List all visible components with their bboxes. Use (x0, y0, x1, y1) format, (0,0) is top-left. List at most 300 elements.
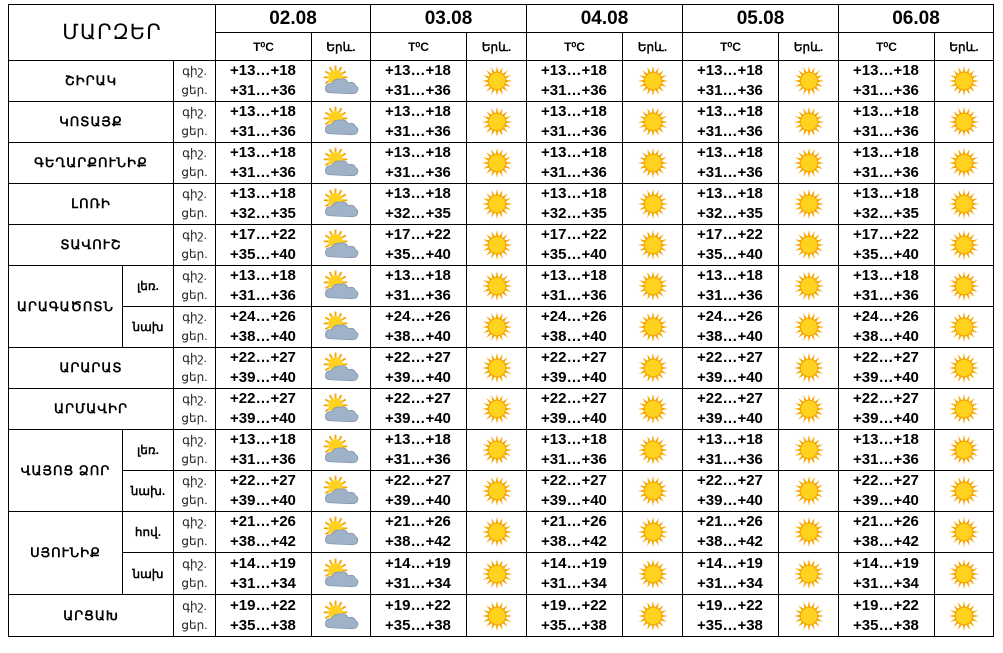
table-row (9, 102, 994, 143)
night-label: գիշ. (182, 64, 207, 78)
night-temp: +22…+27 (385, 390, 451, 407)
sun-icon (935, 65, 993, 97)
temperature-cell (371, 61, 467, 102)
region-name: ԱՐԱՐԱՏ (9, 348, 174, 389)
night-label: գիշ. (182, 433, 207, 447)
night-temp: +13…+18 (230, 103, 296, 120)
day-night-labels (174, 61, 216, 102)
sun-icon (779, 475, 838, 507)
temperature-cell (527, 61, 623, 102)
weather-cell (779, 102, 839, 143)
night-temp: +13…+18 (541, 185, 607, 202)
temperature-cell (683, 389, 779, 430)
temperature-cell (371, 307, 467, 348)
temperature-cell (527, 225, 623, 266)
night-temp: +22…+27 (541, 349, 607, 366)
weather-cell (935, 553, 994, 595)
weather-cell (312, 102, 371, 143)
sun-icon (779, 270, 838, 302)
night-temp: +24…+26 (853, 308, 919, 325)
subregion-name: նախ (123, 553, 174, 595)
sun-icon (623, 65, 682, 97)
sun-icon (935, 106, 993, 138)
temperature-cell (683, 102, 779, 143)
weather-cell (312, 389, 371, 430)
temperature-cell (839, 61, 935, 102)
date-header: 06.08 (839, 5, 994, 33)
night-temp: +22…+27 (230, 472, 296, 489)
temperature-cell (683, 225, 779, 266)
temperature-cell (527, 184, 623, 225)
weather-cell (312, 61, 371, 102)
temp-column-header: T⁰C (839, 33, 935, 61)
weather-cell (467, 266, 527, 307)
day-label: ցեր. (181, 617, 208, 632)
weather-cell (779, 389, 839, 430)
sun-icon (935, 434, 993, 466)
partly-cloudy-icon (312, 65, 370, 97)
weather-cell (779, 512, 839, 553)
night-temp: +19…+22 (385, 596, 451, 614)
night-temp: +13…+18 (697, 62, 763, 79)
table-row (9, 348, 994, 389)
temperature-cell (839, 266, 935, 307)
sun-icon (779, 106, 838, 138)
day-night-labels (174, 389, 216, 430)
temperature-cell (839, 595, 935, 637)
day-temp: +38…+42 (230, 533, 296, 550)
day-night-labels (174, 553, 216, 595)
sun-icon (935, 188, 993, 220)
night-temp: +13…+18 (230, 144, 296, 161)
day-night-labels (174, 595, 216, 637)
day-label: ցեր. (181, 206, 208, 220)
night-temp: +22…+27 (230, 390, 296, 407)
region-name: ԿՈՏԱՅՔ (9, 102, 174, 143)
weather-cell (623, 61, 683, 102)
sun-icon (623, 270, 682, 302)
night-temp: +13…+18 (541, 62, 607, 79)
day-temp: +35…+40 (385, 246, 451, 263)
region-name: ՏԱՎՈՒՇ (9, 225, 174, 266)
temperature-cell (371, 389, 467, 430)
night-temp: +13…+18 (385, 62, 451, 79)
night-label: գիշ. (182, 556, 207, 571)
night-temp: +13…+18 (385, 431, 451, 448)
night-temp: +22…+27 (385, 472, 451, 489)
weather-cell (467, 307, 527, 348)
sun-icon (467, 106, 526, 138)
weather-cell (312, 512, 371, 553)
temperature-cell (683, 348, 779, 389)
partly-cloudy-icon (312, 393, 370, 425)
sun-icon (623, 188, 682, 220)
day-temp: +31…+36 (385, 164, 451, 181)
night-label: գիշ. (182, 515, 207, 529)
sun-icon (935, 475, 993, 507)
subregion-name: նախ. (123, 471, 174, 512)
night-temp: +14…+19 (853, 554, 919, 572)
day-label: ցեր. (181, 288, 208, 302)
date-header: 04.08 (527, 5, 683, 33)
sun-icon (623, 393, 682, 425)
sun-icon (467, 147, 526, 179)
day-night-labels (174, 225, 216, 266)
weather-cell (467, 595, 527, 637)
night-temp: +21…+26 (230, 513, 296, 530)
table-row (9, 266, 994, 307)
temperature-cell (371, 102, 467, 143)
temperature-cell (527, 512, 623, 553)
table-row (9, 553, 994, 595)
temperature-cell (371, 143, 467, 184)
night-temp: +13…+18 (697, 144, 763, 161)
night-temp: +13…+18 (853, 267, 919, 284)
night-label: գիշ. (182, 269, 207, 283)
day-temp: +35…+38 (697, 616, 763, 634)
temperature-cell (216, 471, 312, 512)
weather-cell (779, 348, 839, 389)
day-night-labels (174, 143, 216, 184)
temperature-cell (839, 225, 935, 266)
weather-cell (935, 102, 994, 143)
night-label: գիշ. (182, 351, 207, 365)
weather-column-header: Երև. (779, 33, 839, 61)
day-temp: +31…+34 (541, 574, 607, 592)
sun-icon (779, 188, 838, 220)
temperature-cell (527, 307, 623, 348)
sun-icon (935, 229, 993, 261)
day-temp: +35…+40 (541, 246, 607, 263)
temperature-cell (683, 61, 779, 102)
temp-column-header: T⁰C (371, 33, 467, 61)
day-label: ցեր. (181, 165, 208, 179)
region-name: ԼՈՌԻ (9, 184, 174, 225)
night-temp: +19…+22 (853, 596, 919, 614)
sun-icon (467, 229, 526, 261)
weather-cell (623, 512, 683, 553)
night-temp: +13…+18 (385, 144, 451, 161)
day-temp: +38…+42 (697, 533, 763, 550)
weather-cell (779, 266, 839, 307)
day-temp: +38…+40 (385, 328, 451, 345)
night-label: գիշ. (182, 310, 207, 324)
night-temp: +14…+19 (697, 554, 763, 572)
partly-cloudy-icon (312, 106, 370, 138)
day-temp: +31…+36 (697, 164, 763, 181)
date-header: 03.08 (371, 5, 527, 33)
temperature-cell (371, 430, 467, 471)
night-temp: +22…+27 (230, 349, 296, 366)
day-label: ցեր. (181, 124, 208, 138)
day-temp: +39…+40 (541, 410, 607, 427)
day-temp: +32…+35 (697, 205, 763, 222)
weather-cell (312, 266, 371, 307)
day-label: ցեր. (181, 411, 208, 425)
temperature-cell (683, 266, 779, 307)
night-temp: +13…+18 (385, 185, 451, 202)
night-temp: +14…+19 (230, 554, 296, 572)
temperature-cell (839, 348, 935, 389)
sun-icon (779, 311, 838, 343)
day-temp: +31…+36 (230, 82, 296, 99)
weather-cell (935, 348, 994, 389)
weather-cell (312, 307, 371, 348)
weather-cell (623, 595, 683, 637)
day-temp: +32…+35 (541, 205, 607, 222)
temperature-cell (683, 143, 779, 184)
night-temp: +22…+27 (385, 349, 451, 366)
temperature-cell (527, 143, 623, 184)
weather-cell (779, 61, 839, 102)
day-temp: +31…+36 (230, 451, 296, 468)
night-temp: +13…+18 (541, 431, 607, 448)
night-temp: +13…+18 (697, 103, 763, 120)
night-temp: +22…+27 (853, 472, 919, 489)
sun-icon (935, 311, 993, 343)
partly-cloudy-icon (312, 600, 370, 632)
temperature-cell (216, 102, 312, 143)
sun-icon (623, 475, 682, 507)
day-temp: +38…+40 (697, 328, 763, 345)
sun-icon (467, 270, 526, 302)
night-temp: +13…+18 (697, 185, 763, 202)
subregion-name: լեռ. (123, 266, 174, 307)
weather-cell (623, 102, 683, 143)
weather-cell (623, 184, 683, 225)
night-temp: +13…+18 (697, 267, 763, 284)
temperature-cell (839, 471, 935, 512)
day-temp: +31…+36 (385, 82, 451, 99)
day-temp: +38…+40 (541, 328, 607, 345)
day-temp: +31…+36 (853, 287, 919, 304)
night-temp: +13…+18 (230, 267, 296, 284)
weather-cell (312, 553, 371, 595)
sun-icon (467, 311, 526, 343)
table-row (9, 595, 994, 637)
sun-icon (623, 558, 682, 590)
temperature-cell (839, 143, 935, 184)
subregion-name: հով. (123, 512, 174, 553)
sun-icon (935, 393, 993, 425)
weather-cell (467, 430, 527, 471)
region-name: ՇԻՐԱԿ (9, 61, 174, 102)
night-temp: +22…+27 (853, 390, 919, 407)
weather-cell (623, 471, 683, 512)
day-temp: +38…+42 (853, 533, 919, 550)
night-temp: +19…+22 (697, 596, 763, 614)
sun-icon (623, 516, 682, 548)
temperature-cell (216, 348, 312, 389)
weather-cell (623, 430, 683, 471)
temperature-cell (371, 512, 467, 553)
weather-cell (623, 389, 683, 430)
day-label: ցեր. (181, 329, 208, 343)
sun-icon (623, 352, 682, 384)
night-temp: +13…+18 (230, 185, 296, 202)
table-row (9, 143, 994, 184)
weather-cell (935, 143, 994, 184)
day-temp: +31…+36 (230, 164, 296, 181)
night-temp: +17…+22 (230, 226, 296, 243)
weather-cell (779, 307, 839, 348)
weather-cell (779, 595, 839, 637)
night-temp: +13…+18 (697, 431, 763, 448)
day-temp: +35…+38 (230, 616, 296, 634)
day-label: ցեր. (181, 575, 208, 590)
day-label: ցեր. (181, 370, 208, 384)
day-temp: +31…+34 (697, 574, 763, 592)
temperature-cell (371, 184, 467, 225)
day-night-labels (174, 471, 216, 512)
day-night-labels (174, 266, 216, 307)
sun-icon (935, 147, 993, 179)
temperature-cell (839, 512, 935, 553)
day-temp: +31…+36 (541, 123, 607, 140)
sun-icon (467, 65, 526, 97)
night-temp: +13…+18 (385, 103, 451, 120)
day-night-labels (174, 430, 216, 471)
night-label: գիշ. (182, 392, 207, 406)
sun-icon (467, 434, 526, 466)
day-label: ցեր. (181, 493, 208, 507)
weather-column-header: Երև. (935, 33, 994, 61)
table-row (9, 184, 994, 225)
temperature-cell (683, 430, 779, 471)
night-temp: +21…+26 (853, 513, 919, 530)
day-temp: +35…+40 (697, 246, 763, 263)
weather-cell (779, 553, 839, 595)
temperature-cell (371, 348, 467, 389)
sun-icon (779, 558, 838, 590)
temperature-cell (371, 471, 467, 512)
day-temp: +39…+40 (385, 410, 451, 427)
table-row (9, 61, 994, 102)
day-temp: +38…+42 (541, 533, 607, 550)
day-temp: +39…+40 (385, 369, 451, 386)
night-temp: +13…+18 (853, 103, 919, 120)
night-temp: +13…+18 (541, 267, 607, 284)
day-label: ցեր. (181, 247, 208, 261)
night-temp: +21…+26 (385, 513, 451, 530)
day-temp: +31…+36 (541, 451, 607, 468)
sun-icon (623, 434, 682, 466)
day-temp: +31…+36 (853, 164, 919, 181)
day-temp: +35…+40 (853, 246, 919, 263)
table-row (9, 225, 994, 266)
table-row (9, 430, 994, 471)
weather-cell (935, 512, 994, 553)
day-temp: +35…+38 (385, 616, 451, 634)
day-temp: +39…+40 (385, 492, 451, 509)
temperature-cell (216, 595, 312, 637)
weather-cell (935, 225, 994, 266)
day-temp: +39…+40 (541, 369, 607, 386)
day-label: ցեր. (181, 83, 208, 97)
day-temp: +39…+40 (541, 492, 607, 509)
day-temp: +31…+36 (385, 123, 451, 140)
night-label: գիշ. (182, 598, 207, 613)
day-temp: +39…+40 (697, 369, 763, 386)
night-temp: +19…+22 (230, 596, 296, 614)
sun-icon (779, 600, 838, 632)
night-temp: +17…+22 (541, 226, 607, 243)
date-header: 02.08 (216, 5, 371, 33)
day-temp: +31…+36 (385, 451, 451, 468)
weather-cell (312, 430, 371, 471)
night-temp: +22…+27 (853, 349, 919, 366)
day-temp: +38…+40 (230, 328, 296, 345)
day-temp: +39…+40 (697, 410, 763, 427)
night-temp: +14…+19 (541, 554, 607, 572)
temperature-cell (839, 307, 935, 348)
day-temp: +35…+40 (230, 246, 296, 263)
day-temp: +39…+40 (230, 492, 296, 509)
sun-icon (935, 558, 993, 590)
weather-cell (935, 595, 994, 637)
temperature-cell (527, 553, 623, 595)
night-label: գիշ. (182, 146, 207, 160)
sun-icon (623, 147, 682, 179)
temperature-cell (839, 553, 935, 595)
temperature-cell (216, 512, 312, 553)
sun-icon (935, 516, 993, 548)
partly-cloudy-icon (312, 516, 370, 548)
weather-cell (312, 225, 371, 266)
weather-cell (467, 102, 527, 143)
night-temp: +21…+26 (697, 513, 763, 530)
region-name: ԳԵՂԱՐՔՈՒՆԻՔ (9, 143, 174, 184)
region-name: ԱՐՄԱՎԻՐ (9, 389, 174, 430)
sun-icon (467, 516, 526, 548)
night-temp: +21…+26 (541, 513, 607, 530)
sun-icon (467, 475, 526, 507)
weather-cell (623, 266, 683, 307)
temperature-cell (216, 61, 312, 102)
temperature-cell (527, 102, 623, 143)
table-row (9, 389, 994, 430)
partly-cloudy-icon (312, 311, 370, 343)
weather-cell (312, 184, 371, 225)
day-temp: +31…+36 (541, 82, 607, 99)
weather-cell (623, 553, 683, 595)
sun-icon (623, 229, 682, 261)
weather-cell (935, 61, 994, 102)
temperature-cell (527, 471, 623, 512)
night-temp: +24…+26 (230, 308, 296, 325)
sun-icon (779, 516, 838, 548)
sun-icon (935, 600, 993, 632)
night-temp: +13…+18 (541, 144, 607, 161)
day-temp: +31…+36 (230, 123, 296, 140)
night-label: գիշ. (182, 474, 207, 488)
sun-icon (467, 600, 526, 632)
subregion-name: լեռ. (123, 430, 174, 471)
day-night-labels (174, 512, 216, 553)
day-temp: +31…+36 (697, 287, 763, 304)
sun-icon (623, 600, 682, 632)
forecast-table-wrap (8, 4, 994, 637)
partly-cloudy-icon (312, 270, 370, 302)
night-label: գիշ. (182, 187, 207, 201)
day-temp: +31…+34 (853, 574, 919, 592)
temperature-cell (216, 143, 312, 184)
night-temp: +24…+26 (385, 308, 451, 325)
sun-icon (779, 393, 838, 425)
day-temp: +31…+36 (541, 287, 607, 304)
day-night-labels (174, 348, 216, 389)
weather-cell (935, 471, 994, 512)
